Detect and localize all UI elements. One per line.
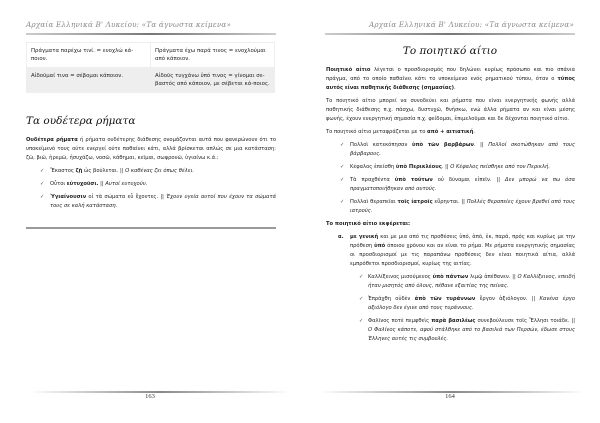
example-text: Κέφαλος ἐπείσθη [350, 164, 396, 170]
checkmark-icon: ✓ [359, 296, 364, 302]
table-row [27, 43, 275, 68]
intro-paragraph [26, 136, 276, 163]
example-text: Οὗτοι [50, 181, 67, 187]
checkmark-icon: ✓ [340, 142, 345, 148]
text: λέγεται ο προσδιορισμός που δηλώνει κυρίως πρόσωπο και πιο σπάνια πράγμα, από το οποίο παθαίνει κάτι το υποκείμενο ενός ρηματικού τύπου, όταν ο [326, 67, 575, 82]
example-text: . [473, 142, 476, 148]
example-text: Πολλαὶ θεραπεῖαι [350, 199, 398, 205]
list-item [326, 295, 575, 313]
intro-text: ή ρήματα ουδέτερης διάθεσης ονομάζονται αυτά που φανερώνουν ότι το υποκείμενό τους ούτε ενεργεί ούτε παθαίνει κάτι, αλλά βρίσκεται απλώς σε μια κατάσταση: ζῶ, βιῶ, ἠρεμῶ, ἡσυχάζω, νοσῶ, κάθημαι, κεῖμαι, σωφρονῶ, ὑγιαίνω κ.ά.: [26, 137, 276, 161]
text: Το ποιητικό αίτιο μεταφράζεται με το [326, 129, 428, 135]
example-text: ἔργον ἀξιόλογον. [475, 296, 528, 302]
example-list [26, 167, 276, 211]
table-row [27, 68, 275, 93]
sub-example-list [326, 273, 575, 344]
list-item [26, 180, 276, 189]
example-text: Φαλῖνος ποτὲ πεμφθεὶς [368, 318, 432, 324]
example-text: οἱ τὰ σώματα εὖ ἔχοντες. [86, 194, 159, 200]
checkmark-icon: ✓ [359, 274, 364, 280]
example-text: Πολλοὶ κατεκόπησαν [350, 142, 412, 148]
example-bold: ζῇ [75, 168, 83, 174]
example-text: Ἐπράχθη οὐδὲν [368, 296, 415, 302]
example-text: Ἕκαστος [50, 168, 76, 174]
emphasis: από + αιτιατική [427, 129, 474, 135]
example-text: λιμῷ ἀπέθανεν. [468, 274, 511, 280]
example-bold: ὑπὸ τῶν βαρβάρων [411, 142, 474, 148]
example-bold: ἀπὸ τῶν τυράννων [414, 296, 476, 302]
example-list [326, 141, 575, 216]
example-bold: ὑπὸ τούτων [394, 177, 433, 183]
separator: || [100, 181, 104, 187]
list-item [26, 167, 276, 176]
subheading: Το ποιητικό αίτιο εκφέρεται: [326, 221, 411, 227]
separator: || [461, 199, 465, 205]
example-text: . [441, 164, 444, 170]
emphasis: τύπος αυτός είναι παθητικής διάθεσης (σημασίας) [326, 76, 575, 91]
example-text: Τὰ πραχθέντα [350, 177, 395, 183]
running-header: Αρχαία Ελληνικά Β' Λυκείου: «Τα άγνωστα κείμενα» [26, 20, 232, 29]
example-bold: ὑπὸ πάντων [432, 274, 469, 280]
translation: Ο Φαλίνος κάποτε, αφού στάλθηκε από το βασιλιά των Περσών, έδωσε στους Έλληνες αυτές τις συμβουλές. [368, 327, 575, 342]
page-number: 164 [445, 393, 455, 400]
separator: || [531, 296, 536, 302]
term: Ουδέτερα ρήματα [26, 137, 78, 143]
table-cell: Αἰδοῦμαί τινα = σέβομαι κάποιον. [27, 68, 151, 93]
header-rule [26, 33, 276, 35]
section-body [26, 136, 276, 215]
section-body [326, 66, 575, 348]
text: όποιου χρόνου και αν είναι το ρήμα. Με ρήματα ενεργητικής σημασίας οι προσδιορισμοί με τις παραπάνω προθέσεις δεν είναι ποιητικά αίτια, αλλά εμπρόθετοι προσδιορισμοί, κυρίως της αιτίας. [350, 243, 575, 267]
translation: Δεν μπορώ να πω όσα πραγματοποιήθηκαν από αυτούς. [350, 177, 576, 192]
separator: || [445, 164, 449, 170]
list-item [326, 163, 575, 172]
page-number: 163 [145, 393, 155, 400]
list-item [326, 198, 575, 216]
checkmark-icon: ✓ [40, 181, 45, 187]
checkmark-icon: ✓ [40, 168, 45, 174]
header-rule [325, 33, 575, 35]
section-heading: Τα ουδέτερα ρήματα [26, 115, 136, 127]
translation: Ο Κέφαλος πείσθηκε από τον Περικλή. [450, 164, 550, 170]
example-text: συνεβούλευσε τοῖς Ἕλλησι τοιάδε. [475, 318, 570, 324]
table-cell: Πράγματα έχω παρά τινος = ενοχλούμαι από κάποιον. [151, 43, 275, 68]
translation: Ο καθένας ζει όπως θέλει. [125, 168, 194, 174]
list-item [326, 176, 575, 194]
separator: || [120, 168, 124, 174]
example-bold: Ὑγιαίνουσιν [50, 194, 87, 200]
example-bold: εὐτυχοῦσι. [66, 181, 99, 187]
section-end-rule [26, 227, 276, 229]
list-item [26, 193, 276, 211]
separator: || [160, 194, 164, 200]
checkmark-icon: ✓ [359, 318, 364, 324]
list-item [326, 141, 575, 159]
ordered-item-a [326, 233, 575, 269]
table-cell: Αἰδοῦς τυγχάνω ὑπό τινος = γίνομαι σε-βαστός από κάποιον, με σέβεται κά-ποιος. [151, 68, 275, 93]
example-text: Καλλίξεινος μισούμενος [368, 274, 433, 280]
emphasis: με γενική [350, 234, 379, 240]
definition-paragraph: Ποιητικό αίτιο λέγεται ο προσδιορισμός που δηλώνει κυρίως πρόσωπο και πιο σπάνια πράγμα, από το οποίο παθαίνει κάτι το υποκείμενο ενός ρηματικού τύπου, όταν ο τύπος αυτός είναι παθητικής διάθεσης (σημασίας). [326, 67, 575, 91]
paragraph: Το ποιητικό αίτιο μεταφράζεται με το από + αιτιατική. [326, 129, 476, 135]
checkmark-icon: ✓ [340, 164, 345, 170]
example-bold: παρὰ βασιλέως [431, 318, 476, 324]
text: και με μια από τις προθέσεις ὑπό, ἀπό, ἐκ, παρά, πρός και κυρίως με την πρόθεση [350, 234, 575, 249]
example-text: ὡς βούλεται. [82, 168, 119, 174]
translation: Πολλοί σκοτώθηκαν από τους βάρβαρους. [350, 142, 575, 157]
example-bold: τοῖς ἰατροῖς [397, 199, 433, 205]
list-item [326, 317, 575, 344]
table-cell: Πράγματα παρέχω τινί. = ενοχλώ κά-ποιον. [27, 43, 151, 68]
checkmark-icon: ✓ [40, 194, 45, 200]
separator: || [512, 274, 516, 280]
paragraph: Το ποιητικό αίτιο μπορεί να συνοδεύει και ρήματα που είναι ενεργητικής φωνής αλλά παθητικής διάθεσης π.χ. πάσχω, δυστυχῶ, θνήσκω, ενώ άλλα ρήματα αν και είναι μέσης φωνής, έχουν ενεργητική σημασία π.χ. φείδομαι, ἐπιμελοῦμαι και δε δέχονται ποιητικό αίτιο. [326, 98, 575, 122]
separator: || [571, 318, 575, 324]
translation: Ο Καλλίξεινος, επειδή ήταν μισητός από όλους, πέθανε εξαιτίας της πείνας. [368, 274, 576, 289]
vocab-table [26, 42, 275, 93]
translation: Κανένα έργο αξιόλογο δεν έγινε από τους τυράννους. [368, 296, 575, 311]
emphasis: ὑπό [374, 243, 386, 249]
list-item [326, 273, 575, 291]
checkmark-icon: ✓ [340, 177, 345, 183]
right-page [300, 0, 600, 423]
item-letter: α. [338, 234, 344, 240]
separator: || [480, 142, 484, 148]
translation: Πολλές θεραπείες έχουν βρεθεί από τους ιατρούς. [350, 199, 575, 214]
checkmark-icon: ✓ [340, 199, 345, 205]
separator: || [496, 177, 501, 183]
example-text: εὕρηνται. [432, 199, 460, 205]
translation: Αυτοί ευτυχούν. [105, 181, 148, 187]
example-text: οὐ δύναμαι εἰπεῖν. [432, 177, 492, 183]
example-bold: ὑπὸ Περικλέους [395, 164, 442, 170]
running-header: Αρχαία Ελληνικά Β' Λυκείου: «Τα άγνωστα κείμενα» [368, 20, 574, 29]
section-heading: Το ποιητικό αίτιο [402, 45, 498, 57]
term: Ποιητικό αίτιο [326, 67, 371, 73]
translation: Έχουν υγεία αυτοί που έχουν τα σώματά τους σε καλή κατάσταση. [50, 194, 276, 209]
